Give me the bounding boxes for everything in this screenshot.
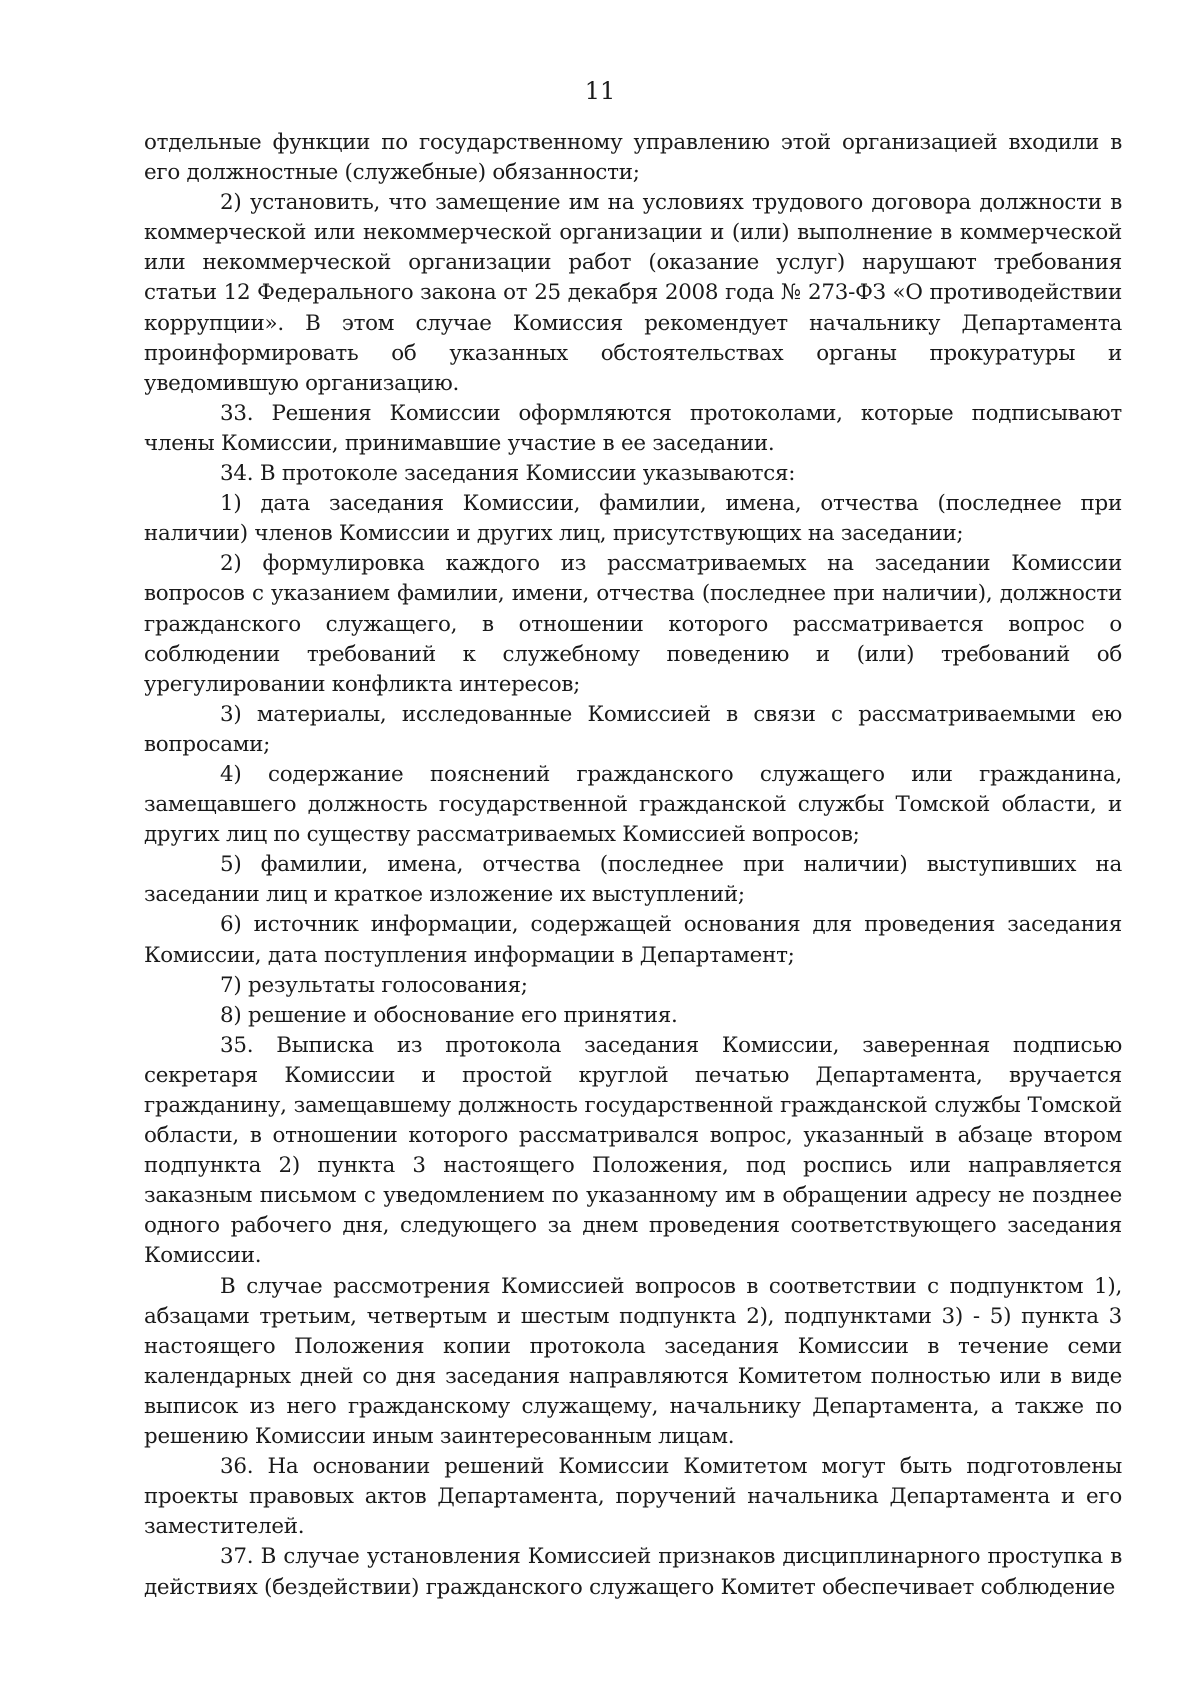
- paragraph: 7) результаты голосования;: [220, 972, 528, 998]
- paragraph: 2) установить, что замещение им на условиях трудового договора должности в коммерческой или некоммерческой организации и (или) выполнение в коммерческой или некоммерческой организации работ (оказание услуг) нарушают требования статьи 12 Федерального закона от 25 декабря 2008 года № 273-ФЗ «О противодействии коррупции». В этом случае Комиссия рекомендует начальнику Департамента проинформировать об указанных обстоятельствах органы прокуратуры и уведомившую организацию.: [144, 190, 1122, 396]
- paragraph: 8) решение и обоснование его принятия.: [220, 1002, 678, 1028]
- paragraph: 35. Выписка из протокола заседания Комиссии, заверенная подписью секретаря Комиссии и простой круглой печатью Департамента, вручается гражданину, замещавшему должность государственной гражданской службы Томской области, в отношении которого рассматривался вопрос, указанный в абзаце втором подпункта 2) пункта 3 настоящего Положения, под роспись или направляется заказным письмом с уведомлением по указанному им в обращении адресу не позднее одного рабочего дня, следующего за днем проведения соответствующего заседания Комиссии.: [144, 1032, 1122, 1269]
- paragraph: 37. В случае установления Комиссией признаков дисциплинарного проступка в действиях (бездействии) гражданского служащего Комитет обеспечивает соблюдение: [144, 1544, 1122, 1600]
- paragraph: 34. В протоколе заседания Комиссии указываются:: [220, 461, 796, 487]
- page-number: 11: [584, 77, 616, 105]
- paragraph: 33. Решения Комиссии оформляются протоколами, которые подписывают члены Комиссии, принимавшие участие в ее заседании.: [144, 400, 1122, 456]
- paragraph: 1) дата заседания Комиссии, фамилии, имена, отчества (последнее при наличии) членов Комиссии и других лиц, присутствующих на заседании;: [144, 491, 1122, 547]
- document-body: [144, 128, 1122, 1603]
- paragraph: В случае рассмотрения Комиссией вопросов в соответствии с подпунктом 1), абзацами третьим, четвертым и шестым подпункта 2), подпунктами 3) - 5) пункта 3 настоящего Положения копии протокола заседания Комиссии в течение семи календарных дней со дня заседания направляются Комитетом полностью или в виде выписок из него гражданскому служащему, начальнику Департамента, а также по решению Комиссии иным заинтересованным лицам.: [144, 1273, 1122, 1450]
- paragraph: 4) содержание пояснений гражданского служащего или гражданина, замещавшего должность государственной гражданской службы Томской области, и других лиц по существу рассматриваемых Комиссией вопросов;: [144, 761, 1122, 848]
- paragraph: 36. На основании решений Комиссии Комитетом могут быть подготовлены проекты правовых актов Департамента, поручений начальника Департамента и его заместителей.: [144, 1454, 1122, 1540]
- paragraph: 2) формулировка каждого из рассматриваемых на заседании Комиссии вопросов с указанием фамилии, имени, отчества (последнее при наличии), должности гражданского служащего, в отношении которого рассматривается вопрос о соблюдении требований к служебному поведению и (или) требований об урегулировании конфликта интересов;: [144, 551, 1122, 697]
- paragraph: 3) материалы, исследованные Комиссией в связи с рассматриваемыми ею вопросами;: [144, 701, 1122, 757]
- paragraph: 6) источник информации, содержащей основания для проведения заседания Комиссии, дата поступления информации в Департамент;: [144, 912, 1122, 968]
- paragraph: отдельные функции по государственному управлению этой организацией входили в его должностные (служебные) обязанности;: [144, 130, 1122, 186]
- paragraph: 5) фамилии, имена, отчества (последнее при наличии) выступивших на заседании лиц и краткое изложение их выступлений;: [144, 852, 1122, 908]
